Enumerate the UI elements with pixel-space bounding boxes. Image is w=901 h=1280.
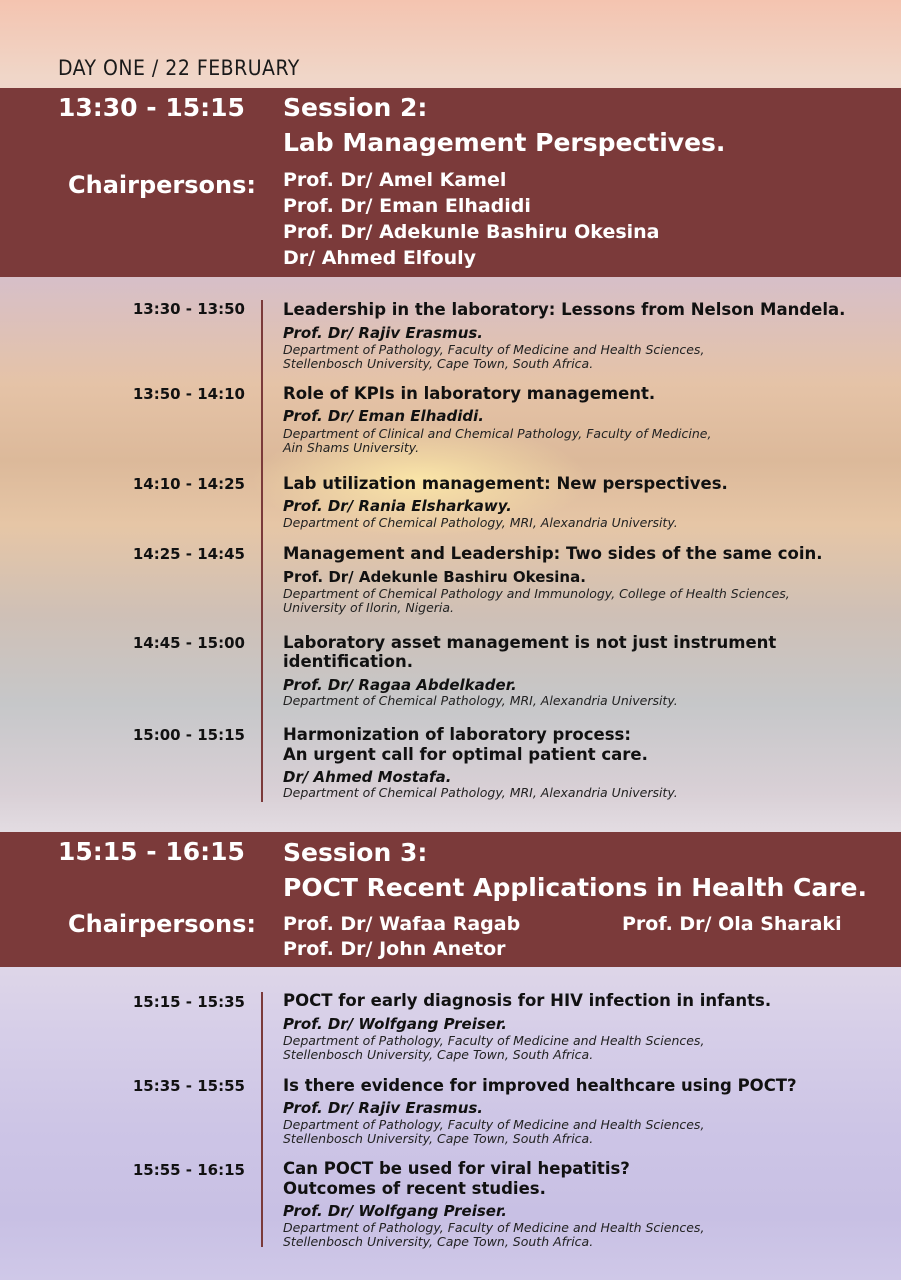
- talk-title: Management and Leadership: Two sides of the same coin.: [283, 544, 823, 563]
- talk-time: 15:15 - 15:35: [132, 993, 245, 1011]
- talk-affiliation: Stellenbosch University, Cape Town, South Africa.: [283, 356, 594, 371]
- talk-speaker: Prof. Dr/ Rajiv Erasmus.: [283, 1099, 483, 1117]
- talk-title: Lab utilization management: New perspectives.: [283, 474, 728, 493]
- session-3-chair: Prof. Dr/ Wafaa Ragab: [283, 913, 521, 935]
- session-3-chair: Prof. Dr/ Ola Sharaki: [622, 913, 842, 935]
- talk-time: 13:50 - 14:10: [132, 385, 245, 403]
- talk-speaker: Prof. Dr/ Wolfgang Preiser.: [283, 1202, 507, 1220]
- talk-speaker: Prof. Dr/ Rajiv Erasmus.: [283, 324, 483, 342]
- session-2-title-line2: Lab Management Perspectives.: [283, 128, 726, 157]
- talk-affiliation: Department of Chemical Pathology, MRI, Alexandria University.: [283, 515, 678, 530]
- talk-affiliation: University of Ilorin, Nigeria.: [283, 600, 455, 615]
- session-3-time: 15:15 - 16:15: [58, 837, 245, 866]
- talk-affiliation: Department of Clinical and Chemical Pathology, Faculty of Medicine,: [283, 426, 712, 441]
- talk-title: Is there evidence for improved healthcare using POCT?: [283, 1076, 797, 1095]
- talk-affiliation: Department of Chemical Pathology, MRI, Alexandria University.: [283, 693, 678, 708]
- talk-title: identification.: [283, 652, 413, 671]
- talk-speaker: Prof. Dr/ Rania Elsharkawy.: [283, 497, 512, 515]
- talk-title: Can POCT be used for viral hepatitis?: [283, 1159, 630, 1178]
- talk-affiliation: Department of Chemical Pathology and Immunology, College of Health Sciences,: [283, 586, 790, 601]
- talk-time: 13:30 - 13:50: [132, 300, 245, 318]
- talk-affiliation: Ain Shams University.: [283, 440, 420, 455]
- session-3-chair-label: Chairpersons:: [68, 910, 256, 938]
- session-2-chair: Prof. Dr/ Eman Elhadidi: [283, 195, 531, 217]
- talk-title: POCT for early diagnosis for HIV infection in infants.: [283, 991, 772, 1010]
- day-header: DAY ONE / 22 FEBRUARY: [58, 56, 300, 80]
- talk-time: 15:55 - 16:15: [132, 1161, 245, 1179]
- talk-affiliation: Department of Chemical Pathology, MRI, Alexandria University.: [283, 785, 678, 800]
- session-2-title-line1: Session 2:: [283, 93, 428, 122]
- talk-title: Role of KPIs in laboratory management.: [283, 384, 656, 403]
- session-3-divider: [261, 992, 263, 1247]
- session-3-title-line2: POCT Recent Applications in Health Care.: [283, 873, 867, 902]
- talk-time: 14:10 - 14:25: [132, 475, 245, 493]
- talk-speaker: Prof. Dr/ Adekunle Bashiru Okesina.: [283, 568, 586, 586]
- talk-title: An urgent call for optimal patient care.: [283, 745, 648, 764]
- talk-speaker: Prof. Dr/ Eman Elhadidi.: [283, 407, 484, 425]
- talk-title: Outcomes of recent studies.: [283, 1179, 546, 1198]
- session-2-chair-label: Chairpersons:: [68, 171, 256, 199]
- session-3-title-line1: Session 3:: [283, 838, 428, 867]
- talk-time: 15:35 - 15:55: [132, 1077, 245, 1095]
- session-2-time: 13:30 - 15:15: [58, 93, 245, 122]
- session-3-chair: Prof. Dr/ John Anetor: [283, 938, 506, 960]
- talk-affiliation: Department of Pathology, Faculty of Medicine and Health Sciences,: [283, 1033, 705, 1048]
- talk-speaker: Prof. Dr/ Ragaa Abdelkader.: [283, 676, 517, 694]
- talk-time: 14:25 - 14:45: [132, 545, 245, 563]
- session-2-chair: Dr/ Ahmed Elfouly: [283, 247, 477, 269]
- talk-time: 15:00 - 15:15: [132, 726, 245, 744]
- talk-title: Leadership in the laboratory: Lessons from Nelson Mandela.: [283, 300, 846, 319]
- talk-affiliation: Stellenbosch University, Cape Town, South Africa.: [283, 1234, 594, 1249]
- talk-affiliation: Department of Pathology, Faculty of Medicine and Health Sciences,: [283, 1117, 705, 1132]
- talk-time: 14:45 - 15:00: [132, 634, 245, 652]
- talk-title: Harmonization of laboratory process:: [283, 725, 631, 744]
- talk-affiliation: Department of Pathology, Faculty of Medicine and Health Sciences,: [283, 342, 705, 357]
- talk-affiliation: Stellenbosch University, Cape Town, South Africa.: [283, 1047, 594, 1062]
- session-2-chair: Prof. Dr/ Adekunle Bashiru Okesina: [283, 221, 660, 243]
- talk-speaker: Prof. Dr/ Wolfgang Preiser.: [283, 1015, 507, 1033]
- talk-affiliation: Stellenbosch University, Cape Town, South Africa.: [283, 1131, 594, 1146]
- talk-speaker: Dr/ Ahmed Mostafa.: [283, 768, 452, 786]
- talk-title: Laboratory asset management is not just instrument: [283, 633, 777, 652]
- session-2-chair: Prof. Dr/ Amel Kamel: [283, 169, 507, 191]
- talk-affiliation: Department of Pathology, Faculty of Medicine and Health Sciences,: [283, 1220, 705, 1235]
